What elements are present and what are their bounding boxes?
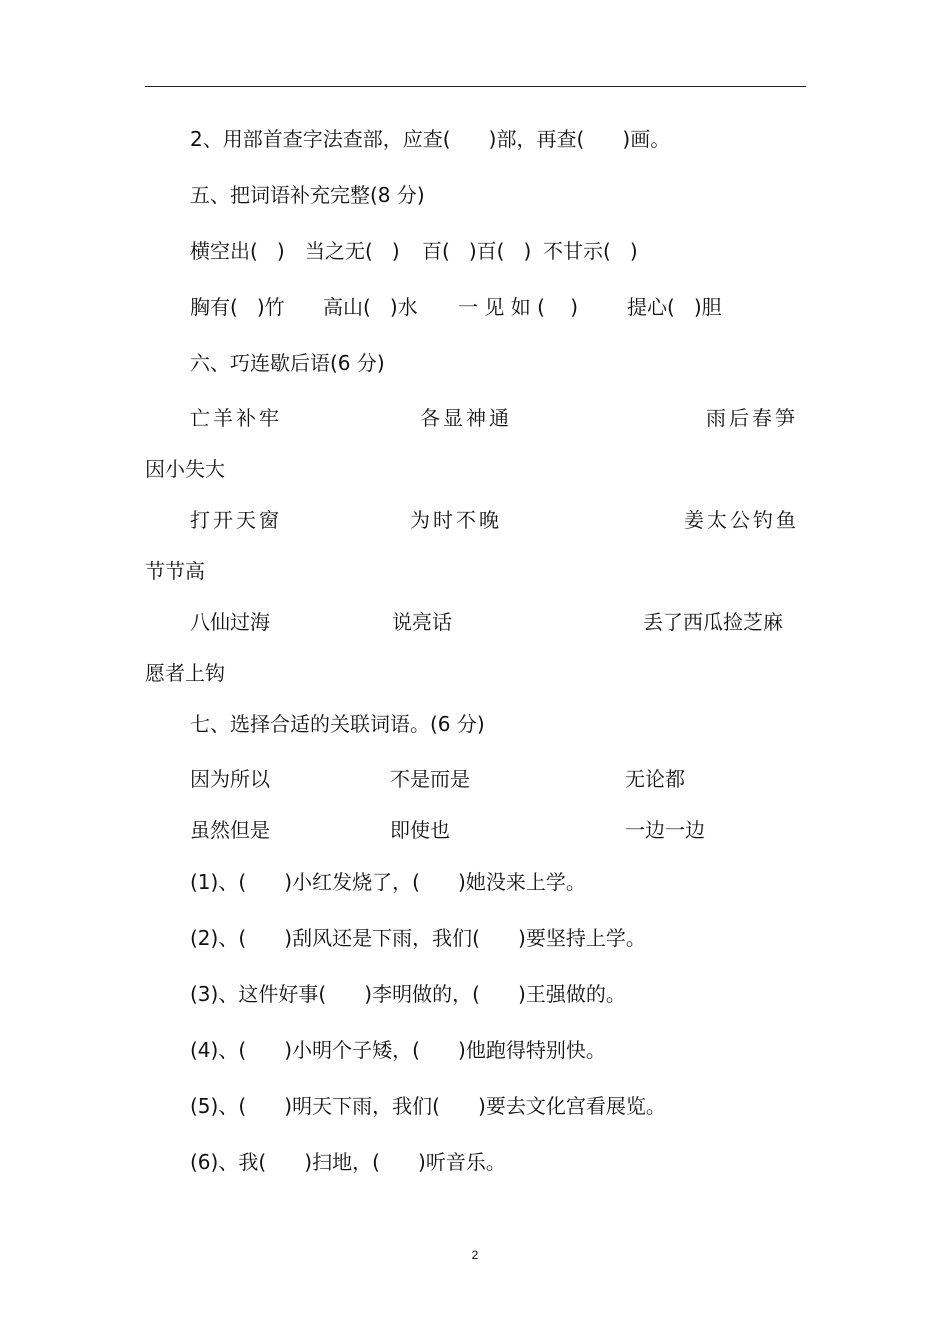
section-six-heading: 六、巧连歇后语(6 分) xyxy=(190,351,385,375)
fill-question-text: (1)、( )小红发烧了，( )她没来上学。 xyxy=(190,870,586,894)
conjunction-item: 虽然但是 xyxy=(190,818,270,842)
idiom-item: 胸有( )竹 xyxy=(190,295,285,319)
fill-question-text: (6)、我( )扫地，( )听音乐。 xyxy=(190,1150,506,1174)
xiehouyu-item: 姜太公钓鱼 xyxy=(684,508,799,532)
fill-question-text: (3)、这件好事( )李明做的，( )王强做的。 xyxy=(190,982,626,1006)
xiehouyu-item: 因小失大 xyxy=(145,457,225,481)
idiom-item: 高山( )水 xyxy=(323,295,418,319)
fill-question-text: (2)、( )刮风还是下雨，我们( )要坚持上学。 xyxy=(190,926,646,950)
xiehouyu-item: 八仙过海 xyxy=(190,610,270,634)
xiehouyu-item: 雨后春笋 xyxy=(706,406,798,430)
xiehouyu-item: 愿者上钩 xyxy=(145,661,225,685)
xiehouyu-item: 节节高 xyxy=(145,559,205,583)
xiehouyu-item: 打开天窗 xyxy=(190,508,282,532)
xiehouyu-item: 亡羊补牢 xyxy=(190,406,282,430)
idiom-item: 一 见 如 ( ) xyxy=(458,295,579,319)
idiom-item: 当之无( ) xyxy=(305,239,400,263)
conjunction-item: 一边一边 xyxy=(625,818,705,842)
xiehouyu-item: 丢了西瓜捡芝麻 xyxy=(643,610,783,634)
conjunction-item: 因为所以 xyxy=(190,767,270,791)
conjunction-item: 无论都 xyxy=(625,767,685,791)
xiehouyu-item: 为时不晚 xyxy=(410,508,502,532)
idiom-item: 横空出( ) xyxy=(190,239,285,263)
idiom-item: 不甘示( ) xyxy=(543,239,638,263)
xiehouyu-item: 各显神通 xyxy=(420,406,512,430)
conjunction-item: 不是而是 xyxy=(390,767,470,791)
section-five-heading: 五、把词语补充完整(8 分) xyxy=(190,183,425,207)
section-seven-heading: 七、选择合适的关联词语。(6 分) xyxy=(190,712,485,736)
question-lookup: 2、用部首查字法查部，应查( )部，再查( )画。 xyxy=(190,127,671,151)
page-number: 2 xyxy=(471,1248,479,1262)
fill-question-6 xyxy=(0,1149,950,1227)
fill-question-text: (4)、( )小明个子矮，( )他跑得特别快。 xyxy=(190,1038,606,1062)
idiom-item: 百( )百( ) xyxy=(422,239,532,263)
conjunction-item: 即使也 xyxy=(390,818,450,842)
idiom-item: 提心( )胆 xyxy=(627,295,722,319)
xiehouyu-item: 说亮话 xyxy=(392,610,452,634)
header-rule xyxy=(145,86,806,87)
fill-question-text: (5)、( )明天下雨，我们( )要去文化宫看展览。 xyxy=(190,1094,666,1118)
